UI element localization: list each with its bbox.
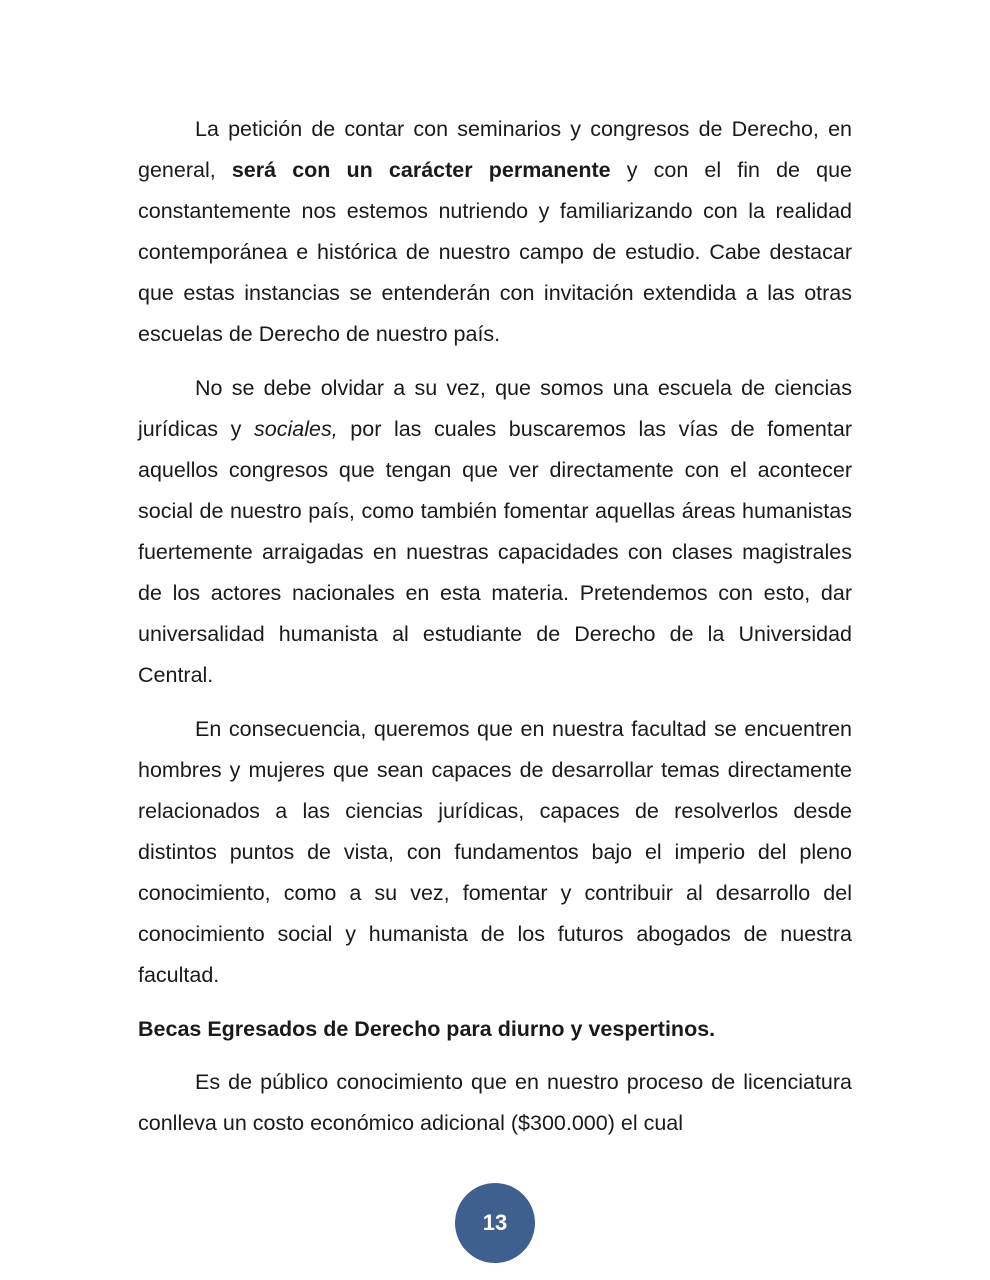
section-heading: Becas Egresados de Derecho para diurno y vespertinos. (138, 1017, 716, 1041)
paragraph-text: por las cuales buscaremos las vías de fomentar aquellos congresos que tengan que ver directamente con el acontecer social de nuestro país, como también fomentar aquellas áreas humanistas fuertemente arraigadas en nuestras capacidades con clases magistrales de los actores nacionales en esta materia. Pretendemos con esto, dar universalidad humanista al estudiante de Derecho de la Universidad Central. (138, 417, 852, 687)
paragraph-text: y con el fin de que constantemente nos estemos nutriendo y familiarizando con la realidad contemporánea e histórica de nuestro campo de estudio. Cabe destacar que estas instancias se entenderán con invitación extendida a las otras escuelas de Derecho de nuestro país. (138, 158, 852, 346)
document-body (138, 109, 852, 1157)
paragraph-text: No se debe olvidar a su vez, que somos una escuela de ciencias jurídicas y (138, 376, 852, 441)
italic-emphasis: sociales, (254, 417, 338, 441)
paragraph-ciencias-sociales (138, 368, 852, 696)
paragraph-text: La petición de contar con seminarios y congresos de Derecho, en general, (138, 117, 852, 182)
paragraph-becas (138, 1062, 852, 1144)
paragraph-text: Es de público conocimiento que en nuestro proceso de licenciatura conlleva un costo económico adicional ($300.000) el cual (138, 1070, 852, 1135)
page-number: 13 (482, 1210, 508, 1235)
paragraph-seminarios (138, 109, 852, 355)
page-number-badge (455, 1183, 535, 1263)
bold-emphasis: será con un carácter permanente (231, 158, 611, 182)
paragraph-consecuencia (138, 709, 852, 996)
paragraph-text: En consecuencia, queremos que en nuestra facultad se encuentren hombres y mujeres que sean capaces de desarrollar temas directamente relacionados a las ciencias jurídicas, capaces de resolverlos desde distintos puntos de vista, con fundamentos bajo el imperio del pleno conocimiento, como a su vez, fomentar y contribuir al desarrollo del conocimiento social y humanista de los futuros abogados de nuestra facultad. (138, 717, 852, 987)
